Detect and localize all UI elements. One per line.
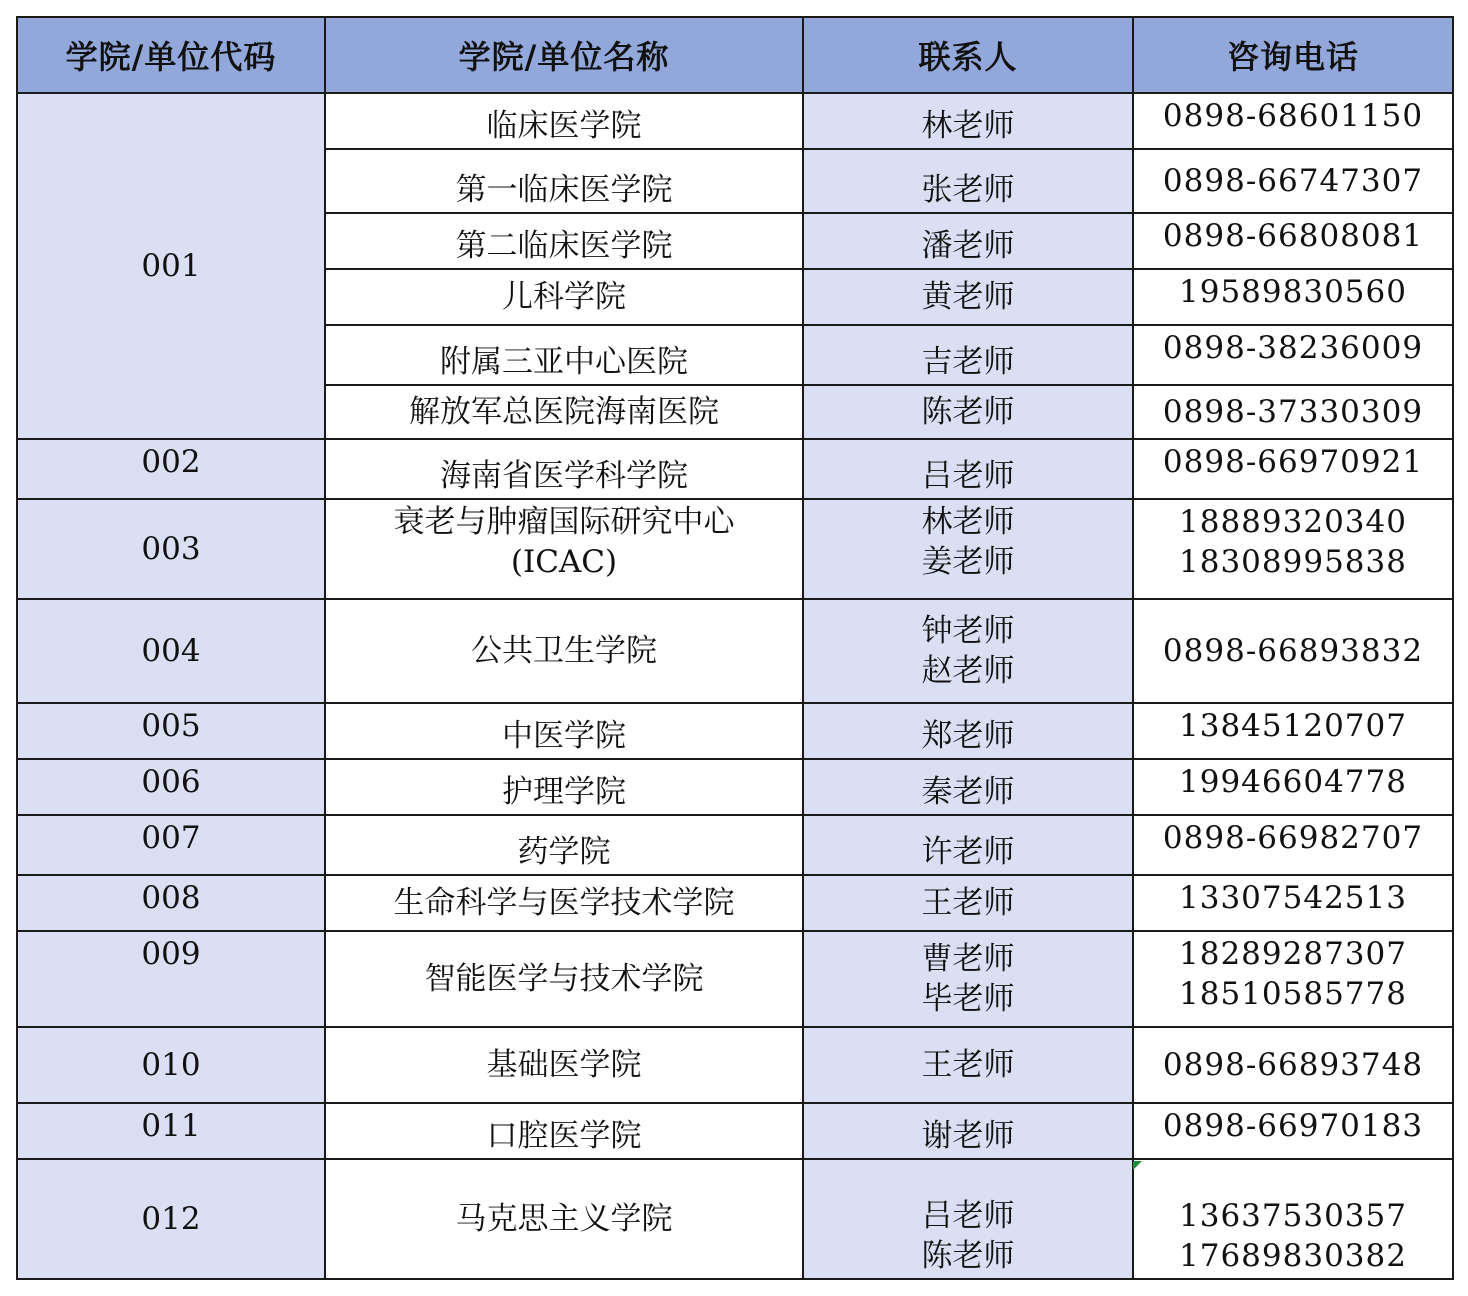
unit-name-line: 智能医学与技术学院 [424, 961, 704, 997]
contact-person-line: 吕老师 [921, 458, 1015, 494]
unit-name-cell [325, 875, 803, 931]
phone-number-line: 13307542513 [1179, 880, 1407, 916]
phone-number-line: 13845120707 [1179, 708, 1407, 744]
contact-person-line: 钟老师 [921, 613, 1015, 649]
phone-cell [1133, 599, 1453, 703]
phone-cell [1133, 703, 1453, 759]
contact-person-cell [803, 499, 1133, 599]
contact-person-cell [803, 1103, 1133, 1159]
unit-name-cell [325, 269, 803, 325]
phone-number-line: 0898-66893832 [1162, 633, 1424, 669]
table-row [17, 875, 1453, 931]
unit-name-cell [325, 599, 803, 703]
unit-code-cell: 009 [17, 931, 325, 1027]
header-row [17, 17, 1453, 93]
contact-person-line: 吕老师 [921, 1198, 1015, 1234]
phone-number-line: 0898-66970183 [1162, 1108, 1424, 1144]
contact-person-line: 陈老师 [921, 394, 1015, 430]
contact-person-line: 毕老师 [921, 981, 1015, 1017]
phone-cell [1133, 325, 1453, 385]
table-row [17, 93, 1453, 149]
table-row [17, 703, 1453, 759]
contact-person-cell [803, 931, 1133, 1027]
contact-person-line: 郑老师 [921, 718, 1015, 754]
phone-cell [1133, 759, 1453, 815]
unit-name-cell [325, 1027, 803, 1103]
phone-number-line: 0898-66808081 [1162, 218, 1424, 254]
phone-number-line: 19589830560 [1179, 274, 1407, 310]
unit-name-line: 基础医学院 [486, 1047, 642, 1083]
header-name: 学院/单位名称 [325, 17, 803, 93]
table-row [17, 499, 1453, 599]
contact-person-line: 王老师 [921, 885, 1015, 921]
contact-person-line: 林老师 [921, 108, 1015, 144]
table-row [17, 931, 1453, 1027]
contact-person-cell [803, 439, 1133, 499]
contact-person-cell [803, 703, 1133, 759]
unit-name-line: 马克思主义学院 [455, 1201, 673, 1237]
unit-name-line: 第一临床医学院 [455, 172, 673, 208]
contact-person-line: 秦老师 [921, 774, 1015, 810]
contact-person-cell [803, 1159, 1133, 1279]
unit-name-cell [325, 149, 803, 213]
phone-number-line: 0898-66982707 [1162, 820, 1424, 856]
contact-person-cell [803, 875, 1133, 931]
unit-name-cell [325, 93, 803, 149]
unit-code-cell: 004 [17, 599, 325, 703]
header-code: 学院/单位代码 [17, 17, 325, 93]
phone-number-line: 0898-68601150 [1162, 98, 1424, 134]
unit-name-cell [325, 759, 803, 815]
unit-name-line: 海南省医学科学院 [440, 458, 688, 494]
unit-name-line: 临床医学院 [486, 108, 642, 144]
phone-cell [1133, 385, 1453, 439]
phone-cell [1133, 875, 1453, 931]
phone-cell [1133, 269, 1453, 325]
phone-cell [1133, 499, 1453, 599]
unit-code-cell: 005 [17, 703, 325, 759]
phone-number-line: 18510585778 [1179, 976, 1407, 1012]
unit-name-line: 生命科学与医学技术学院 [393, 885, 735, 921]
unit-code-cell: 003 [17, 499, 325, 599]
contact-person-line: 吉老师 [921, 344, 1015, 380]
table-row [17, 1027, 1453, 1103]
table-row [17, 759, 1453, 815]
contact-person-cell [803, 325, 1133, 385]
unit-code-cell: 007 [17, 815, 325, 875]
table-row [17, 599, 1453, 703]
contact-person-line: 谢老师 [921, 1118, 1015, 1154]
contact-person-line: 张老师 [921, 172, 1015, 208]
contact-person-cell [803, 815, 1133, 875]
unit-code-cell: 012 [17, 1159, 325, 1279]
unit-name-line: 护理学院 [502, 774, 626, 810]
phone-cell [1133, 149, 1453, 213]
unit-code-cell: 006 [17, 759, 325, 815]
contact-person-line: 陈老师 [921, 1238, 1015, 1274]
phone-number-line: 19946604778 [1179, 764, 1407, 800]
contact-person-line: 林老师 [921, 504, 1015, 540]
phone-number-line: 18289287307 [1179, 936, 1407, 972]
unit-name-cell [325, 385, 803, 439]
unit-name-cell [325, 499, 803, 599]
contact-person-line: 潘老师 [921, 228, 1015, 264]
contact-table [16, 16, 1454, 1280]
contact-person-cell [803, 385, 1133, 439]
phone-cell [1133, 213, 1453, 269]
contact-person-cell [803, 1027, 1133, 1103]
phone-number-line: 0898-37330309 [1162, 394, 1424, 430]
unit-name-cell [325, 931, 803, 1027]
phone-cell [1133, 1027, 1453, 1103]
table-row [17, 815, 1453, 875]
unit-code-cell: 008 [17, 875, 325, 931]
unit-name-cell [325, 325, 803, 385]
contact-person-line: 曹老师 [921, 941, 1015, 977]
unit-name-line: 口腔医学院 [486, 1118, 642, 1154]
unit-name-line: 衰老与肿瘤国际研究中心 [393, 504, 735, 540]
contact-person-cell [803, 759, 1133, 815]
unit-name-line: 中医学院 [502, 718, 626, 754]
unit-name-cell [325, 213, 803, 269]
phone-cell [1133, 931, 1453, 1027]
table-row [17, 1103, 1453, 1159]
contact-person-line: 许老师 [921, 834, 1015, 870]
unit-name-line: (ICAC) [510, 544, 618, 580]
contact-person-line: 黄老师 [921, 279, 1015, 315]
phone-cell [1133, 93, 1453, 149]
table-row [17, 1159, 1453, 1279]
contact-person-cell [803, 213, 1133, 269]
phone-number-line: 0898-66893748 [1162, 1047, 1424, 1083]
unit-name-line: 药学院 [517, 834, 611, 870]
unit-name-line: 附属三亚中心医院 [440, 344, 688, 380]
unit-name-cell [325, 439, 803, 499]
unit-code-cell: 010 [17, 1027, 325, 1103]
unit-name-line: 解放军总医院海南医院 [409, 394, 719, 430]
header-contact: 联系人 [803, 17, 1133, 93]
contact-person-cell [803, 93, 1133, 149]
unit-name-line: 儿科学院 [502, 279, 626, 315]
unit-name-line: 公共卫生学院 [471, 633, 657, 669]
table-body [17, 93, 1453, 1279]
phone-cell [1133, 1159, 1453, 1279]
contact-person-line: 姜老师 [921, 544, 1015, 580]
phone-number-line: 0898-38236009 [1162, 330, 1424, 366]
unit-name-line: 第二临床医学院 [455, 228, 673, 264]
contact-person-cell [803, 149, 1133, 213]
contact-person-line: 王老师 [921, 1047, 1015, 1083]
unit-code-cell: 001 [17, 93, 325, 439]
cell-comment-marker [1133, 1161, 1142, 1170]
phone-cell [1133, 439, 1453, 499]
table-row [17, 439, 1453, 499]
unit-code-cell: 011 [17, 1103, 325, 1159]
phone-cell [1133, 1103, 1453, 1159]
unit-name-cell [325, 703, 803, 759]
phone-number-line: 18889320340 [1179, 504, 1407, 540]
unit-name-cell [325, 1159, 803, 1279]
phone-cell [1133, 815, 1453, 875]
unit-name-cell [325, 815, 803, 875]
phone-number-line: 0898-66747307 [1162, 163, 1424, 199]
header-phone: 咨询电话 [1133, 17, 1453, 93]
phone-number-line: 13637530357 [1179, 1198, 1407, 1234]
unit-name-cell [325, 1103, 803, 1159]
unit-code-cell: 002 [17, 439, 325, 499]
contact-person-line: 赵老师 [921, 653, 1015, 689]
contact-person-cell [803, 269, 1133, 325]
phone-number-line: 17689830382 [1179, 1238, 1407, 1274]
phone-number-line: 0898-66970921 [1162, 444, 1424, 480]
phone-number-line: 18308995838 [1179, 544, 1407, 580]
contact-person-cell [803, 599, 1133, 703]
